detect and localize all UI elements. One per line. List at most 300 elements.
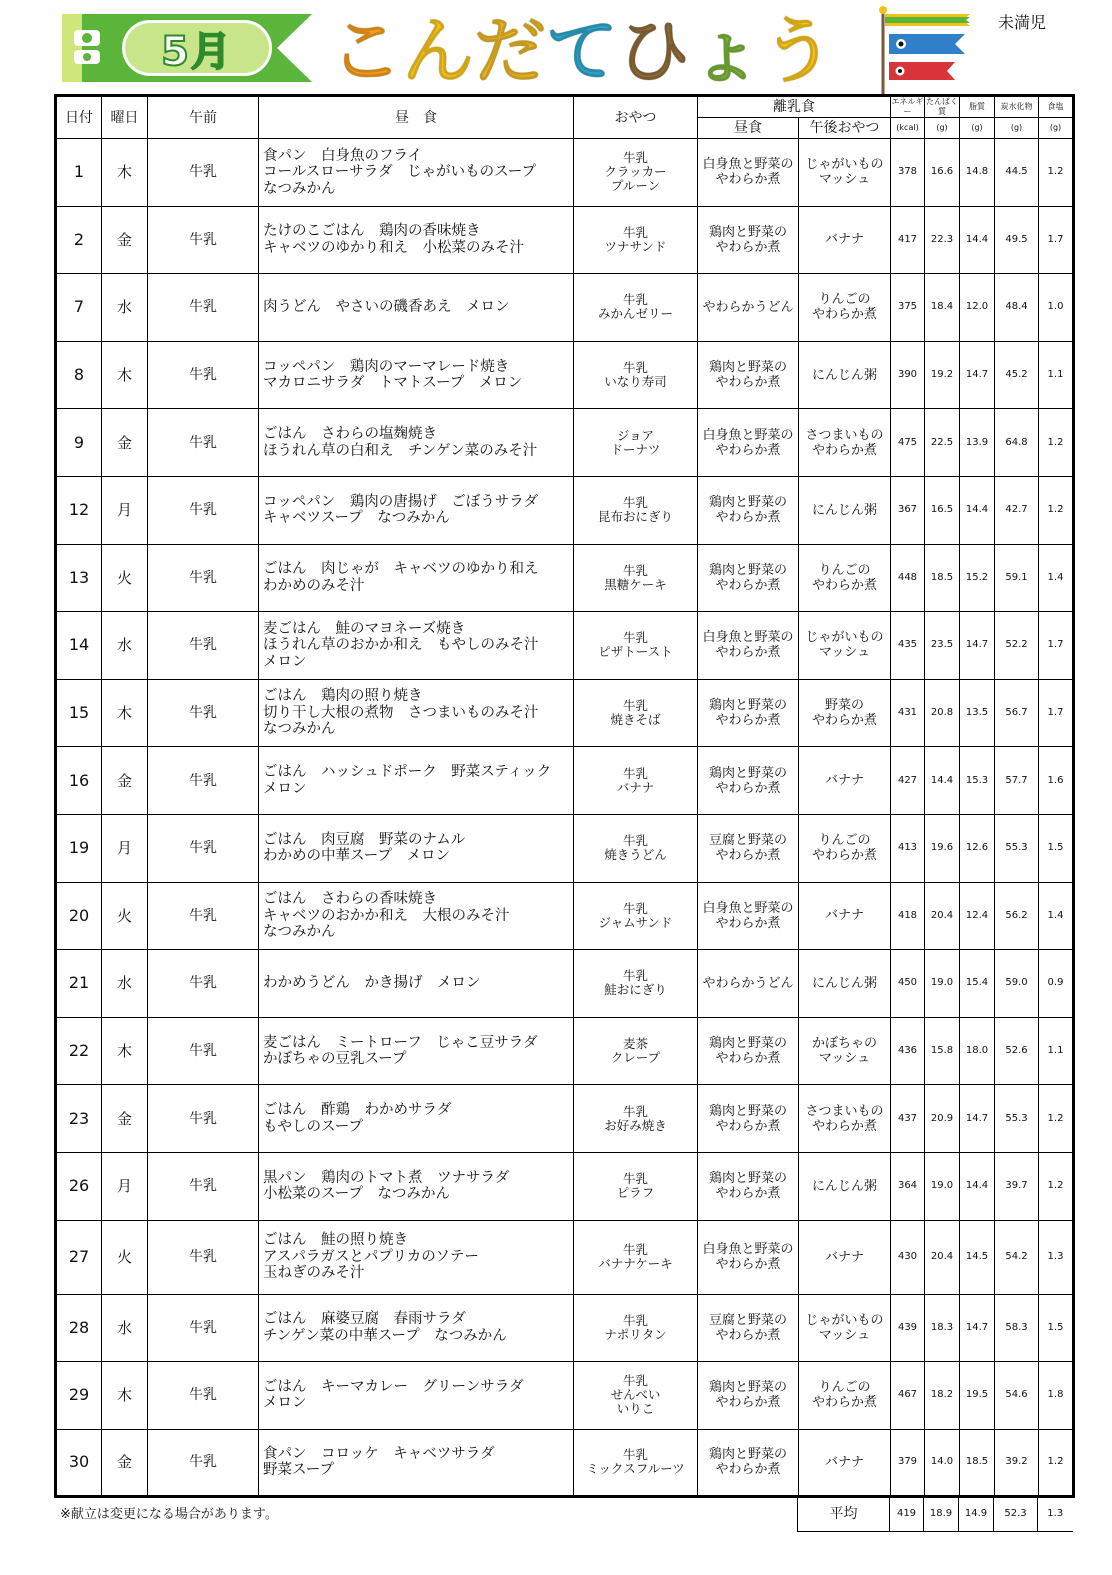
salt-cell: 1.1: [1039, 1017, 1074, 1085]
lunch-cell: [259, 814, 574, 882]
snack-cell-line: 昆布おにぎり: [597, 509, 673, 525]
title-char: ひ: [618, 9, 691, 93]
carb-cell: 52.2: [995, 612, 1039, 680]
protein-cell: 14.0: [925, 1429, 960, 1497]
snack-cell: [574, 1017, 698, 1085]
snack-cell: [574, 612, 698, 680]
baby-lunch-cell: [698, 1152, 799, 1220]
carb-cell: 59.1: [995, 544, 1039, 612]
lunch-cell: [259, 679, 574, 747]
morning-cell: 牛乳: [148, 544, 259, 612]
weekday-cell: 木: [102, 139, 148, 207]
lunch-cell: [259, 1220, 574, 1294]
salt-cell: 1.5: [1039, 814, 1074, 882]
baby-lunch-cell-line: 白身魚と野菜の: [702, 157, 794, 173]
lunch-cell-line: チンゲン菜の中華スープ なつみかん: [263, 1327, 507, 1344]
page-header: [0, 0, 1112, 96]
lunch-cell-line: 小松菜のスープ なつみかん: [263, 1186, 451, 1203]
date-cell: 19: [56, 814, 102, 882]
snack-cell: [574, 679, 698, 747]
protein-cell: 16.6: [925, 139, 960, 207]
baby-snack-cell: [799, 950, 891, 1018]
salt-cell: 1.6: [1039, 747, 1074, 815]
fat-cell: 18.5: [960, 1429, 995, 1497]
table-row: [56, 950, 1074, 1018]
morning-cell: 牛乳: [148, 341, 259, 409]
table-header: [56, 96, 1074, 139]
energy-cell: 417: [891, 206, 925, 274]
unit-carb: (g): [995, 118, 1039, 139]
lunch-cell-line: なつみかん: [263, 721, 336, 738]
snack-cell-line: 牛乳: [622, 968, 648, 984]
protein-cell: 20.9: [925, 1085, 960, 1153]
baby-lunch-cell-line: 鶏肉と野菜の: [708, 562, 787, 578]
baby-lunch-cell: [698, 409, 799, 477]
energy-cell: 448: [891, 544, 925, 612]
baby-lunch-cell-line: やわらか煮: [715, 239, 781, 255]
date-cell: 28: [56, 1294, 102, 1362]
table-row: [56, 882, 1074, 950]
baby-lunch-cell: [698, 544, 799, 612]
baby-snack-cell-line: 野菜の: [824, 698, 864, 714]
baby-snack-cell-line: りんごの: [818, 833, 871, 849]
snack-cell-line: 焼きそば: [610, 712, 661, 728]
baby-lunch-cell: [698, 814, 799, 882]
weekday-cell: 金: [102, 1429, 148, 1497]
weekday-cell: 金: [102, 747, 148, 815]
snack-cell-line: お好み焼き: [604, 1117, 667, 1133]
fat-cell: 12.6: [960, 814, 995, 882]
baby-snack-cell-line: バナナ: [824, 773, 864, 789]
snack-cell-line: 麦茶: [622, 1036, 648, 1052]
protein-cell: 14.4: [925, 747, 960, 815]
fat-cell: 13.5: [960, 679, 995, 747]
average-carb: 52.3: [994, 1495, 1038, 1532]
snack-cell: [574, 476, 698, 544]
fat-cell: 14.5: [960, 1220, 995, 1294]
lunch-cell-line: ごはん 鮭の照り焼き: [263, 1232, 408, 1249]
baby-lunch-cell-line: やわらか煮: [715, 848, 781, 864]
snack-cell-line: いなり寿司: [604, 374, 667, 390]
date-cell: 23: [56, 1085, 102, 1153]
weekday-cell: 月: [102, 476, 148, 544]
salt-cell: 1.7: [1039, 612, 1074, 680]
baby-snack-cell: [799, 139, 891, 207]
baby-snack-cell: [799, 274, 891, 342]
fat-cell: 14.4: [960, 1152, 995, 1220]
energy-cell: 378: [891, 139, 925, 207]
protein-cell: 22.3: [925, 206, 960, 274]
lunch-cell-line: わかめうどん かき揚げ メロン: [263, 975, 481, 992]
baby-lunch-cell-line: 鶏肉と野菜の: [708, 1171, 787, 1187]
header-baby-lunch: 昼食: [698, 118, 799, 139]
snack-cell-line: 牛乳: [622, 150, 648, 166]
lunch-cell-line: 野菜スープ: [263, 1462, 335, 1479]
baby-snack-cell-line: じゃがいもの: [805, 157, 884, 173]
header-baby-food: 離乳食: [698, 96, 891, 118]
snack-cell: [574, 950, 698, 1018]
average-fat: 14.9: [959, 1495, 994, 1532]
snack-cell-line: 牛乳: [622, 1103, 648, 1119]
date-cell: 12: [56, 476, 102, 544]
lunch-cell: [259, 544, 574, 612]
date-cell: 29: [56, 1362, 102, 1430]
table-row: [56, 1017, 1074, 1085]
title-char: だ: [474, 9, 547, 93]
table-row: [56, 1220, 1074, 1294]
snack-cell-line: 牛乳: [622, 698, 648, 714]
baby-lunch-cell-line: やわらか煮: [715, 1051, 781, 1067]
lunch-cell-line: コールスローサラダ じゃがいものスープ: [263, 164, 537, 181]
lunch-cell: [259, 1085, 574, 1153]
average-label: 平均: [798, 1495, 890, 1532]
carb-cell: 59.0: [995, 950, 1039, 1018]
baby-snack-cell-line: バナナ: [824, 908, 864, 924]
snack-cell-line: ピザトースト: [598, 644, 673, 660]
snack-cell: [574, 274, 698, 342]
morning-cell: 牛乳: [148, 1362, 259, 1430]
age-group-label: 未満児: [998, 13, 1047, 32]
fat-cell: 14.4: [960, 206, 995, 274]
fat-cell: 14.4: [960, 476, 995, 544]
morning-cell: 牛乳: [148, 1017, 259, 1085]
title-char: ん: [402, 9, 475, 93]
baby-snack-cell-line: マッシュ: [818, 1051, 871, 1067]
fat-cell: 12.4: [960, 882, 995, 950]
date-cell: 27: [56, 1220, 102, 1294]
date-cell: 26: [56, 1152, 102, 1220]
baby-snack-cell: [799, 1362, 891, 1430]
baby-snack-cell: [799, 1294, 891, 1362]
baby-snack-cell: [799, 1220, 891, 1294]
snack-cell-line: 牛乳: [622, 765, 648, 781]
baby-snack-cell: [799, 206, 891, 274]
snack-cell-line: 牛乳: [622, 224, 648, 240]
lunch-cell-line: コッペパン 鶏肉のマーマレード焼き: [263, 358, 510, 375]
protein-cell: 23.5: [925, 612, 960, 680]
lunch-cell: [259, 341, 574, 409]
snack-cell: [574, 1294, 698, 1362]
unit-fat: (g): [960, 118, 995, 139]
baby-lunch-cell-line: やわらか煮: [715, 1257, 781, 1272]
carb-cell: 58.3: [995, 1294, 1039, 1362]
lunch-cell-line: ごはん 肉じゃが キャベツのゆかり和え: [263, 561, 539, 578]
snack-cell-line: 牛乳: [622, 1373, 648, 1389]
baby-lunch-cell-line: やわらか煮: [715, 172, 781, 188]
lunch-cell-line: 切り干し大根の煮物 さつまいものみそ汁: [263, 704, 539, 721]
salt-cell: 1.5: [1039, 1294, 1074, 1362]
snack-cell-line: バナナケーキ: [598, 1256, 673, 1271]
snack-cell: [574, 882, 698, 950]
energy-cell: 413: [891, 814, 925, 882]
baby-snack-cell-line: にんじん粥: [811, 502, 877, 518]
baby-snack-cell: [799, 679, 891, 747]
baby-lunch-cell-line: 白身魚と野菜の: [702, 1242, 794, 1257]
title-char: て: [546, 9, 619, 93]
weekday-cell: 金: [102, 409, 148, 477]
baby-lunch-cell: [698, 679, 799, 747]
lunch-cell-line: メロン: [263, 1395, 307, 1412]
protein-cell: 22.5: [925, 409, 960, 477]
baby-lunch-cell-line: やわらか煮: [715, 577, 781, 593]
baby-lunch-cell-line: やわらかうどん: [702, 975, 794, 991]
weekday-cell: 火: [102, 1220, 148, 1294]
baby-snack-cell-line: やわらか煮: [811, 1118, 877, 1134]
weekday-cell: 水: [102, 1294, 148, 1362]
snack-cell-line: 牛乳: [622, 1447, 648, 1463]
title-char: う: [762, 9, 835, 93]
salt-cell: 1.4: [1039, 544, 1074, 612]
snack-cell-line: いりこ: [616, 1401, 655, 1417]
salt-cell: 1.2: [1039, 1429, 1074, 1497]
salt-cell: 1.7: [1039, 206, 1074, 274]
date-cell: 9: [56, 409, 102, 477]
table-row: [56, 341, 1074, 409]
average-row: [797, 1495, 1073, 1532]
lunch-cell-line: メロン: [263, 653, 307, 670]
carb-cell: 45.2: [995, 341, 1039, 409]
baby-lunch-cell: [698, 747, 799, 815]
baby-snack-cell-line: りんごの: [818, 1380, 871, 1396]
baby-snack-cell: [799, 1017, 891, 1085]
weekday-cell: 水: [102, 950, 148, 1018]
fat-cell: 15.4: [960, 950, 995, 1018]
lunch-cell: [259, 747, 574, 815]
baby-snack-cell-line: じゃがいもの: [805, 630, 884, 646]
header-protein: たんぱく質: [926, 97, 958, 116]
energy-cell: 450: [891, 950, 925, 1018]
baby-lunch-cell-line: 鶏肉と野菜の: [708, 224, 787, 240]
lunch-cell: [259, 1017, 574, 1085]
baby-lunch-cell-line: やわらか煮: [715, 1118, 781, 1134]
snack-cell-line: ジャムサンド: [598, 914, 673, 930]
unit-protein: (g): [925, 118, 960, 139]
salt-cell: 1.0: [1039, 274, 1074, 342]
baby-lunch-cell-line: やわらか煮: [715, 375, 781, 391]
snack-cell-line: ピラフ: [616, 1185, 655, 1201]
table-row: [56, 1362, 1074, 1430]
menu-table: [54, 94, 1075, 1498]
protein-cell: 19.0: [925, 1152, 960, 1220]
lunch-cell: [259, 206, 574, 274]
protein-cell: 20.4: [925, 1220, 960, 1294]
carb-cell: 54.6: [995, 1362, 1039, 1430]
weekday-cell: 木: [102, 679, 148, 747]
carb-cell: 42.7: [995, 476, 1039, 544]
energy-cell: 435: [891, 612, 925, 680]
morning-cell: 牛乳: [148, 1152, 259, 1220]
baby-lunch-cell-line: 鶏肉と野菜の: [708, 360, 787, 376]
fat-cell: 15.2: [960, 544, 995, 612]
date-cell: 15: [56, 679, 102, 747]
koinobori-icon: [875, 4, 975, 94]
lunch-cell-line: コッペパン 鶏肉の唐揚げ ごぼうサラダ: [263, 493, 539, 510]
date-cell: 7: [56, 274, 102, 342]
snack-cell-line: 牛乳: [622, 900, 648, 916]
baby-snack-cell-line: やわらか煮: [811, 1395, 877, 1411]
snack-cell-line: 黒糖ケーキ: [604, 576, 667, 592]
salt-cell: 1.1: [1039, 341, 1074, 409]
carb-cell: 57.7: [995, 747, 1039, 815]
page-title: [330, 8, 834, 94]
baby-lunch-cell: [698, 882, 799, 950]
energy-cell: 437: [891, 1085, 925, 1153]
lunch-cell-line: たけのこごはん 鶏肉の香味焼き: [263, 223, 481, 240]
fat-cell: 14.7: [960, 1085, 995, 1153]
baby-snack-cell-line: じゃがいもの: [805, 1312, 884, 1328]
header-carb: 炭水化物: [995, 96, 1039, 118]
baby-snack-cell: [799, 544, 891, 612]
date-cell: 22: [56, 1017, 102, 1085]
baby-snack-cell-line: やわらか煮: [811, 442, 877, 458]
date-cell: 8: [56, 341, 102, 409]
protein-cell: 15.8: [925, 1017, 960, 1085]
baby-lunch-cell-line: やわらか煮: [715, 915, 781, 931]
energy-cell: 475: [891, 409, 925, 477]
baby-lunch-cell-line: やわらか煮: [715, 510, 781, 526]
morning-cell: 牛乳: [148, 409, 259, 477]
header-lunch: 昼 食: [259, 96, 574, 139]
morning-cell: 牛乳: [148, 206, 259, 274]
protein-cell: 16.5: [925, 476, 960, 544]
baby-snack-cell: [799, 341, 891, 409]
fat-cell: 14.7: [960, 612, 995, 680]
baby-lunch-cell-line: 豆腐と野菜の: [708, 833, 787, 849]
snack-cell-line: 牛乳: [622, 1312, 648, 1328]
lunch-cell-line: ごはん 酢鶏 わかめサラダ: [263, 1102, 452, 1119]
weekday-cell: 月: [102, 1152, 148, 1220]
protein-cell: 19.0: [925, 950, 960, 1018]
table-row: [56, 814, 1074, 882]
baby-lunch-cell-line: やわらか煮: [715, 780, 781, 796]
lunch-cell-line: ごはん さわらの香味焼き: [263, 891, 437, 908]
snack-cell: [574, 139, 698, 207]
morning-cell: 牛乳: [148, 1220, 259, 1294]
snack-cell-line: 牛乳: [622, 562, 648, 578]
salt-cell: 1.8: [1039, 1362, 1074, 1430]
carb-cell: 56.7: [995, 679, 1039, 747]
snack-cell-line: 牛乳: [622, 292, 648, 308]
morning-cell: 牛乳: [148, 882, 259, 950]
salt-cell: 1.2: [1039, 1085, 1074, 1153]
snack-cell-line: みかんゼリー: [597, 306, 673, 322]
baby-snack-cell: [799, 476, 891, 544]
salt-cell: 1.2: [1039, 1152, 1074, 1220]
morning-cell: 牛乳: [148, 950, 259, 1018]
protein-cell: 18.3: [925, 1294, 960, 1362]
baby-snack-cell: [799, 612, 891, 680]
header-date: 日付: [56, 96, 102, 139]
salt-cell: 1.7: [1039, 679, 1074, 747]
lunch-cell-line: ほうれん草のおかか和え もやしのみそ汁: [263, 637, 539, 654]
weekday-cell: 木: [102, 1017, 148, 1085]
date-cell: 1: [56, 139, 102, 207]
morning-cell: 牛乳: [148, 476, 259, 544]
protein-cell: 18.2: [925, 1362, 960, 1430]
lunch-cell: [259, 1429, 574, 1497]
lunch-cell-line: 麦ごはん ミートローフ じゃこ豆サラダ: [263, 1034, 538, 1051]
energy-cell: 379: [891, 1429, 925, 1497]
baby-lunch-cell-line: やわらか煮: [715, 1462, 781, 1478]
weekday-cell: 水: [102, 612, 148, 680]
baby-lunch-cell: [698, 206, 799, 274]
baby-snack-cell-line: りんごの: [818, 292, 871, 308]
salt-cell: 1.2: [1039, 409, 1074, 477]
lunch-cell-line: ごはん 肉豆腐 野菜のナムル: [263, 831, 466, 848]
baby-snack-cell-line: マッシュ: [818, 1327, 871, 1343]
fat-cell: 14.8: [960, 139, 995, 207]
lunch-cell-line: ごはん ハッシュドポーク 野菜スティック: [263, 764, 552, 781]
baby-snack-cell-line: マッシュ: [818, 172, 871, 188]
baby-lunch-cell: [698, 274, 799, 342]
morning-cell: 牛乳: [148, 1085, 259, 1153]
weekday-cell: 火: [102, 882, 148, 950]
baby-lunch-cell-line: やわらかうどん: [702, 299, 794, 315]
baby-lunch-cell: [698, 341, 799, 409]
weekday-cell: 金: [102, 206, 148, 274]
carb-cell: 49.5: [995, 206, 1039, 274]
lunch-cell: [259, 1294, 574, 1362]
table-row: [56, 544, 1074, 612]
date-cell: 2: [56, 206, 102, 274]
lunch-cell-line: ほうれん草の白和え チンゲン菜のみそ汁: [263, 442, 538, 459]
lunch-cell-line: わかめの中華スープ メロン: [263, 848, 451, 865]
table-row: [56, 747, 1074, 815]
morning-cell: 牛乳: [148, 612, 259, 680]
weekday-cell: 木: [102, 341, 148, 409]
unit-energy: (kcal): [891, 118, 925, 139]
baby-lunch-cell: [698, 1085, 799, 1153]
snack-cell: [574, 747, 698, 815]
protein-cell: 19.6: [925, 814, 960, 882]
protein-cell: 18.5: [925, 544, 960, 612]
baby-snack-cell-line: やわらか煮: [811, 713, 877, 729]
weekday-cell: 火: [102, 544, 148, 612]
salt-cell: 1.2: [1039, 139, 1074, 207]
snack-cell: [574, 1152, 698, 1220]
morning-cell: 牛乳: [148, 679, 259, 747]
snack-cell-line: ドーナツ: [610, 441, 661, 457]
baby-lunch-cell: [698, 1017, 799, 1085]
table-row: [56, 274, 1074, 342]
header-morning: 午前: [148, 96, 259, 139]
date-cell: 14: [56, 612, 102, 680]
snack-cell: [574, 1085, 698, 1153]
baby-lunch-cell-line: 白身魚と野菜の: [702, 630, 794, 646]
snack-cell-line: 牛乳: [622, 1242, 648, 1257]
carb-cell: 52.6: [995, 1017, 1039, 1085]
baby-snack-cell-line: バナナ: [824, 1454, 864, 1470]
snack-cell-line: 牛乳: [622, 630, 648, 646]
fat-cell: 13.9: [960, 409, 995, 477]
morning-cell: 牛乳: [148, 814, 259, 882]
baby-lunch-cell-line: 豆腐と野菜の: [708, 1312, 787, 1328]
baby-lunch-cell: [698, 476, 799, 544]
lunch-cell: [259, 1362, 574, 1430]
baby-lunch-cell-line: 鶏肉と野菜の: [708, 1380, 787, 1396]
lunch-cell-line: 食パン コロッケ キャベツサラダ: [263, 1445, 495, 1462]
table-body: [56, 139, 1074, 1497]
baby-lunch-cell-line: やわらか煮: [715, 645, 781, 661]
carb-cell: 44.5: [995, 139, 1039, 207]
table-row: [56, 679, 1074, 747]
header-energy: エネルギー: [891, 97, 924, 116]
weekday-cell: 金: [102, 1085, 148, 1153]
baby-snack-cell-line: バナナ: [824, 232, 864, 248]
fat-cell: 15.3: [960, 747, 995, 815]
lunch-cell: [259, 139, 574, 207]
lunch-cell: [259, 612, 574, 680]
